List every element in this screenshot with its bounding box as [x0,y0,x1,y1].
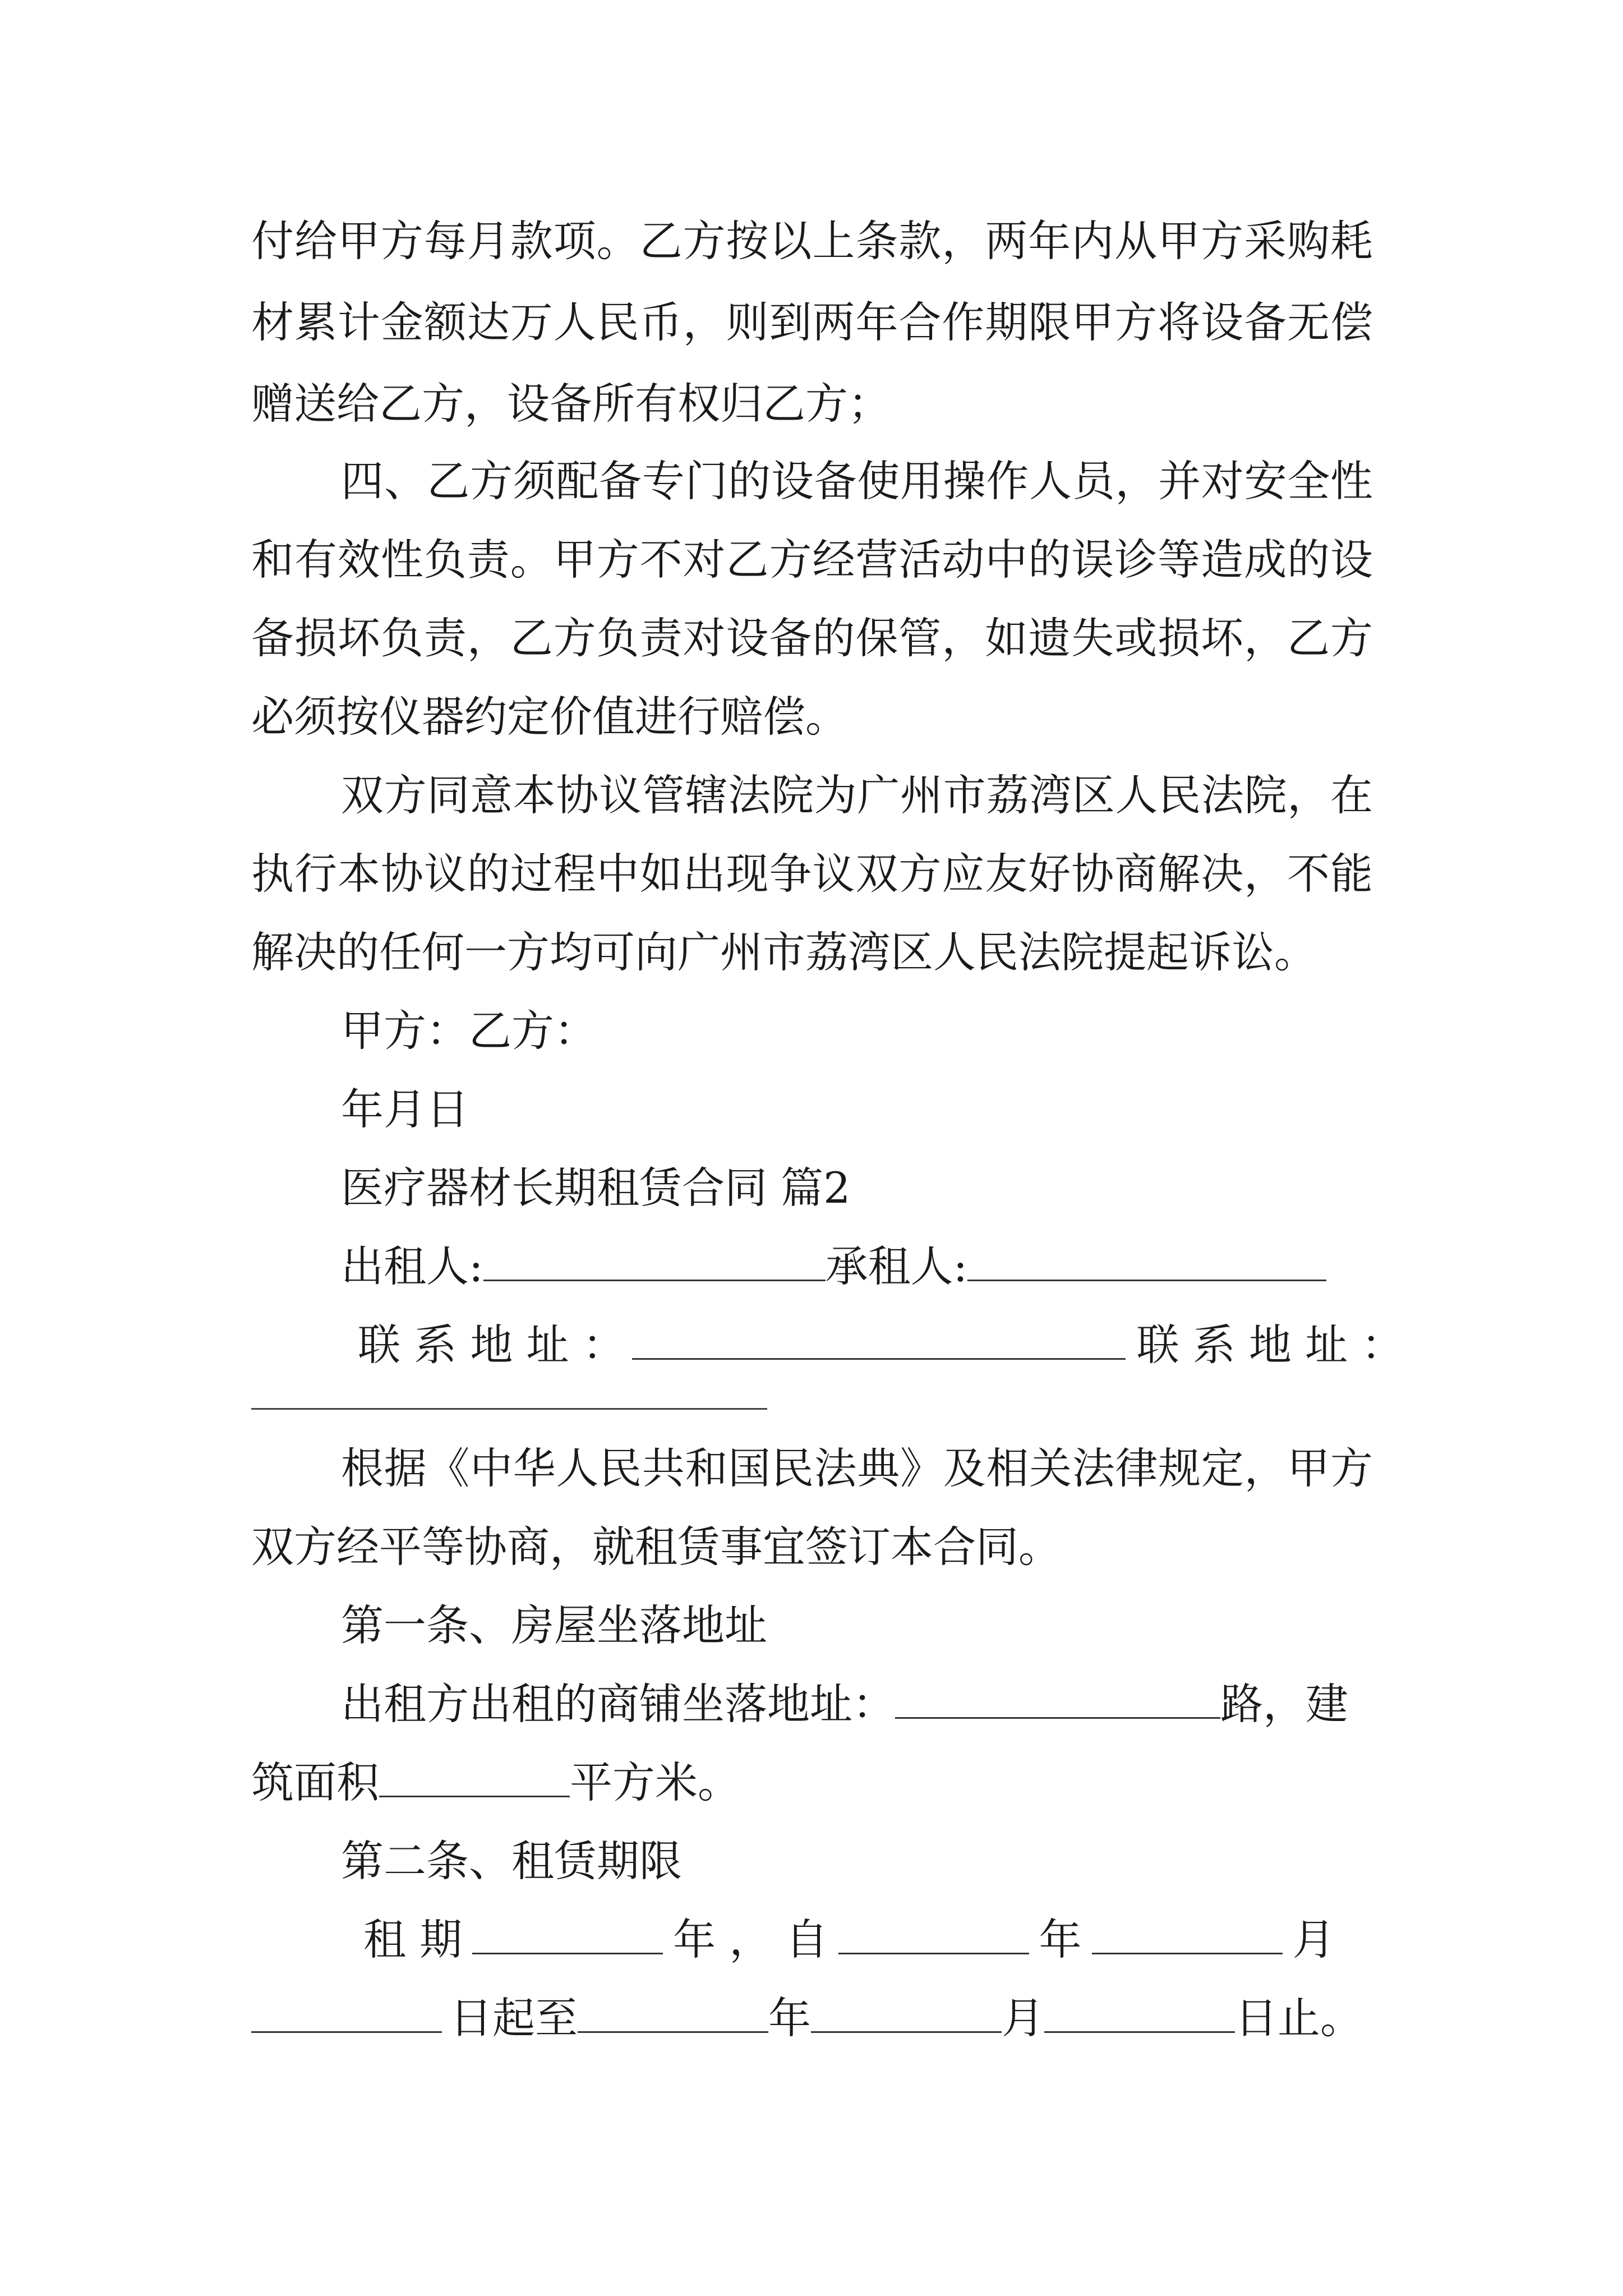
text-line: 和有效性负责。甲方不对乙方经营活动中的误诊等造成的设 [251,535,1373,585]
term-years-blank [472,1916,663,1954]
text-line: 解决的任何一方均可向广州市荔湾区人民法院提起诉讼。 [251,927,1317,977]
area-suffix: 平方米。 [570,1757,740,1807]
address-clause-line [341,1676,1348,1732]
term-month: 月 [1292,1915,1335,1964]
end-day-blank [1044,1994,1235,2033]
area-prefix: 筑面积 [251,1757,379,1807]
area-blank [379,1759,570,1797]
lessor-label: 出租人: [341,1241,483,1291]
lessee-label: 承租人: [825,1241,968,1291]
document-page [251,0,1404,2296]
area-clause-line [251,1755,740,1811]
text-line: 备损坏负责，乙方负责对设备的保管，如遗失或损坏，乙方 [251,613,1373,663]
text-line: 赠送给乙方，设备所有权归乙方； [251,379,891,429]
road-blank [895,1680,1220,1719]
address-clause-suffix: 路，建 [1220,1679,1348,1729]
address-label-1: 联 系 地 址 ： [358,1320,625,1370]
text-line: 双方同意本协议管辖法院为广州市荔湾区人民法院，在 [341,770,1373,820]
start-day-blank [251,1994,442,2033]
article-title: 第一条、房屋坐落地址 [341,1600,767,1650]
text-line: 四、乙方须配备专门的设备使用操作人员，并对安全性 [341,456,1373,506]
address-blank-1 [632,1321,1126,1360]
term-prefix: 租 期 [363,1915,463,1964]
end-day-from: 日起至 [450,1993,578,2043]
end-year: 年 [768,1993,811,2043]
signature-date: 年月日 [341,1084,469,1134]
text-line: 根据《中华人民共和国民法典》及相关法律规定，甲方 [341,1443,1373,1493]
lessee-blank [967,1243,1326,1281]
term-year: 年 [1039,1915,1082,1964]
address-clause-prefix: 出租方出租的商铺坐落地址： [341,1679,895,1729]
address-blank-2 [251,1408,767,1410]
end-day: 日止。 [1235,1993,1363,2043]
text-line: 必须按仪器约定价值进行赔偿。 [251,692,848,742]
address-line [358,1317,1404,1373]
end-month: 月 [1002,1993,1044,2043]
article-title: 第二条、租赁期限 [341,1836,682,1886]
text-line: 双方经平等协商，就租赁事宜签订本合同。 [251,1522,1061,1572]
start-year-blank [838,1916,1029,1954]
end-year-blank [578,1994,768,2033]
section-heading: 医疗器材长期租赁合同 篇2 [341,1163,851,1213]
lessor-blank [483,1243,826,1281]
text-line: 材累计金额达万人民币，则到两年合作期限甲方将设备无偿 [251,297,1373,347]
term-end-line [251,1990,1363,2046]
start-month-blank [1092,1916,1283,1954]
term-year-from: 年 ， 自 [673,1915,828,1964]
signature-parties: 甲方：乙方： [341,1006,597,1056]
term-line [363,1912,1335,1968]
end-month-blank [811,1994,1002,2033]
lessor-lessee-line [341,1239,1326,1295]
text-line: 付给甲方每月款项。乙方按以上条款，两年内从甲方采购耗 [251,216,1373,266]
address-label-2: 联 系 地 址 ： [1136,1320,1404,1370]
text-line: 执行本协议的过程中如出现争议双方应友好协商解决，不能 [251,849,1373,899]
